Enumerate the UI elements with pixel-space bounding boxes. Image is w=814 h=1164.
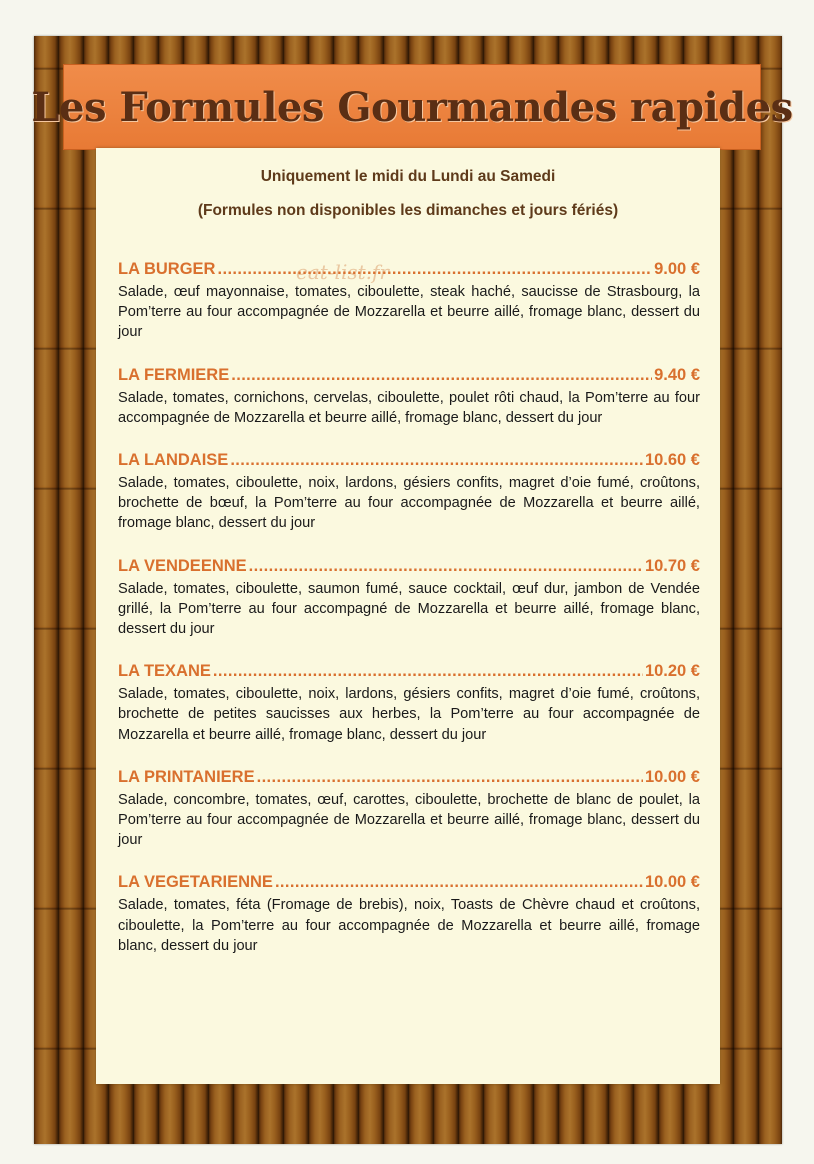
menu-item: [118, 451, 700, 534]
menu-item-price: 10.20 €: [644, 662, 700, 681]
menu-item-name: LA LANDAISE: [118, 451, 229, 470]
menu-item-description: Salade, tomates, ciboulette, noix, lardons, gésiers confits, magret d’oie fumé, croûtons, brochette de bœuf, la Pom’terre au four accompagnée de Mozzarella et beurre aillé, fromage blanc, dessert du jour: [118, 475, 700, 532]
title-banner: [31, 64, 793, 150]
menu-item: [118, 366, 700, 428]
menu-item-header: [118, 557, 700, 579]
page-title: Les Formules Gourmandes rapides: [31, 83, 793, 131]
menu-item-name: LA PRINTANIERE: [118, 767, 255, 786]
menu-item-header: [118, 366, 700, 388]
menu-item-description: Salade, tomates, ciboulette, saumon fumé, sauce cocktail, œuf dur, jambon de Vendée grillé, la Pom’terre au four accompagné de Mozzarella et beurre aillé, fromage blanc, dessert du jour: [118, 580, 700, 638]
watermark: eat-list.fr: [296, 260, 389, 284]
menu-item: [118, 662, 700, 745]
menu-item-description: Salade, tomates, cornichons, cervelas, ciboulette, poulet rôti chaud, la Pom’terre au four accompagnée de Mozzarella et beurre aillé, fromage blanc, dessert du jour: [118, 389, 700, 426]
menu-item-header: [118, 662, 700, 684]
menu-item-price: 9.40 €: [654, 365, 700, 384]
menu-item-header: [118, 873, 700, 895]
menu-item-name: LA BURGER: [118, 260, 216, 278]
dot-leader: [213, 662, 643, 681]
menu-item-name: LA FERMIERE: [118, 365, 230, 384]
menu-item-price: 10.00 €: [644, 767, 700, 786]
menu-item: [118, 873, 700, 956]
dot-leader: [275, 873, 643, 892]
menu-item-price: 10.60 €: [644, 451, 700, 470]
menu-item-header: [118, 768, 700, 790]
menu-item-name: LA VEGETARIENNE: [118, 873, 273, 892]
menu-item-description: Salade, tomates, féta (Fromage de brebis), noix, Toasts de Chèvre chaud et croûtons, ciboulette, la Pom’terre au four accompagnée de Mozzarella et beurre aillé, fromage blanc, dessert du jour: [118, 897, 700, 954]
menu-item: [118, 260, 700, 343]
menu-item-name: LA VENDEENNE: [118, 556, 247, 575]
menu-item-price: 10.00 €: [644, 873, 700, 892]
menu-item-price: 9.00 €: [654, 260, 700, 278]
dot-leader: [217, 260, 652, 279]
availability-exception-note: (Formules non disponibles les dimanches et jours fériés): [197, 202, 619, 219]
menu-item: [118, 557, 700, 640]
availability-note: Uniquement le midi du Lundi au Samedi: [260, 168, 556, 185]
menu-items-list: [118, 260, 700, 979]
dot-leader: [257, 768, 643, 787]
dot-leader: [249, 557, 643, 576]
dot-leader: [231, 366, 652, 385]
menu-panel: [96, 148, 720, 1084]
menu-item-header: [118, 451, 700, 473]
menu-item-description: Salade, tomates, ciboulette, noix, lardons, gésiers confits, magret d’oie fumé, croûtons, brochette de petites saucisses aux herbes, la Pom’terre au four accompagnée de Mozzarella et beurre aillé, fromage blanc, dessert du jour: [118, 686, 700, 743]
menu-item-name: LA TEXANE: [118, 662, 211, 681]
menu-item-description: Salade, œuf mayonnaise, tomates, ciboulette, steak haché, saucisse de Strasbourg, la Pom’terre au four accompagnée de Mozzarella et beurre aillé, fromage blanc, dessert du jour: [118, 284, 700, 341]
menu-item-price: 10.70 €: [644, 556, 700, 575]
dot-leader: [230, 451, 643, 470]
menu-item-description: Salade, concombre, tomates, œuf, carottes, ciboulette, brochette de blanc de poulet, la Pom’terre au four accompagnée de Mozzarella et beurre aillé, fromage blanc, dessert du jour: [118, 791, 700, 849]
menu-item: [118, 768, 700, 851]
menu-item-header: [118, 260, 700, 282]
